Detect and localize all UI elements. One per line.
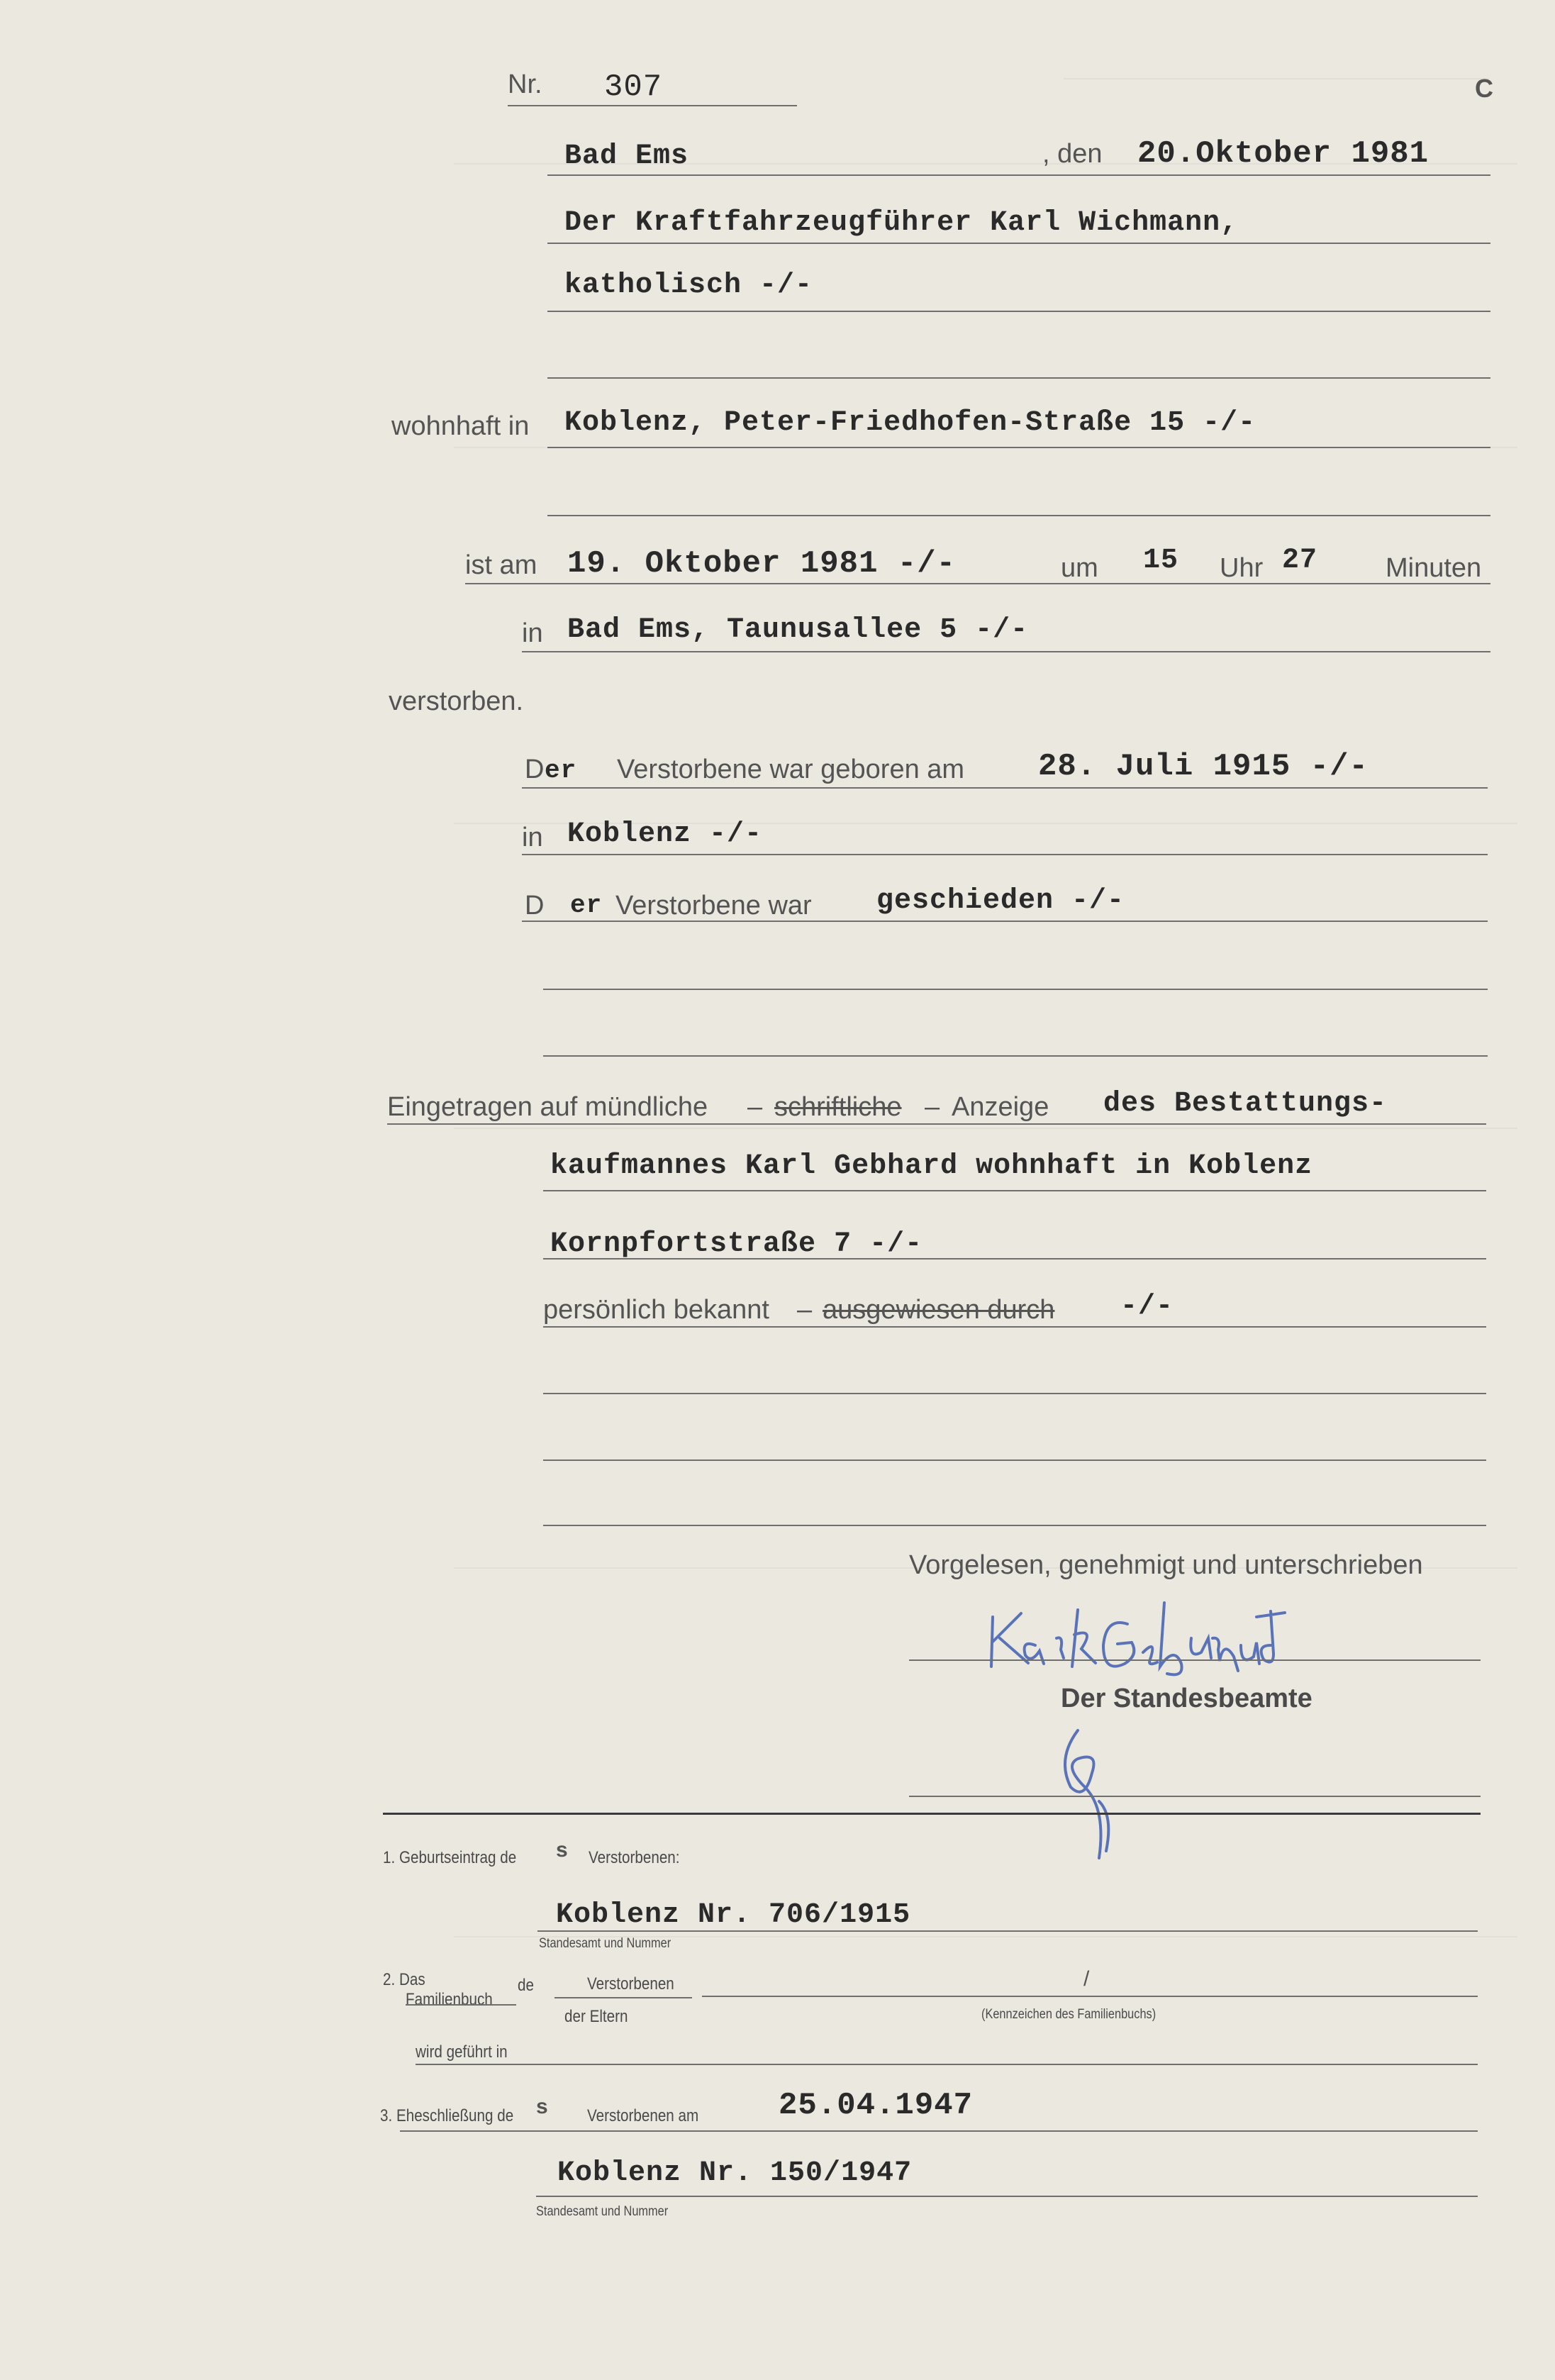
birth-date: 28. Juli 1915 -/-	[1038, 749, 1369, 784]
item1-s: s	[556, 1838, 568, 1862]
item2-verstorbenen: Verstorbenen	[587, 1974, 674, 1993]
wohnhaft-label: wohnhaft in	[391, 411, 530, 441]
line-blank-7	[543, 1525, 1486, 1526]
line-item3-value	[536, 2196, 1478, 2197]
verstorben-label: verstorben.	[389, 686, 524, 716]
line-signature-informant	[909, 1659, 1481, 1661]
line-informant-2	[543, 1190, 1486, 1191]
person-line-2: katholisch -/-	[564, 269, 813, 301]
nr-label: Nr.	[508, 69, 542, 99]
line-birth-date	[522, 787, 1488, 789]
line-item2-gefuehrt	[416, 2064, 1478, 2065]
line-informant-1	[387, 1123, 1486, 1125]
line-status	[522, 921, 1488, 922]
standesbeamte-label: Der Standesbeamte	[1061, 1684, 1312, 1713]
marriage-date: 25.04.1947	[779, 2088, 974, 2123]
minuten-label: Minuten	[1386, 553, 1482, 583]
registrar-signature	[1049, 1723, 1156, 1865]
born-label: Verstorbene war geboren am	[617, 755, 965, 784]
residence-address: Koblenz, Peter-Friedhofen-Straße 15 -/-	[564, 407, 1256, 439]
line-item2-verst	[554, 1997, 692, 1998]
line-death-place	[522, 651, 1490, 652]
record-number: 307	[604, 69, 663, 105]
informant-line-2: kaufmannes Karl Gebhard wohnhaft in Koblenz	[550, 1150, 1313, 1182]
line-item2-fam	[406, 2004, 516, 2006]
dash-1: –	[747, 1092, 763, 1122]
schriftliche-struck: schriftliche	[774, 1092, 902, 1122]
uhr-label: Uhr	[1220, 553, 1264, 583]
item3-s: s	[536, 2095, 548, 2118]
line-item3	[400, 2130, 1478, 2132]
line-person-1	[547, 243, 1490, 244]
informant-line-3: Kornpfortstraße 7 -/-	[550, 1228, 923, 1260]
eingetragen-label: Eingetragen auf mündliche	[387, 1092, 708, 1122]
status-suffix-typed: er	[570, 891, 603, 920]
nr-underline	[508, 105, 797, 106]
line-informant-3	[543, 1258, 1486, 1259]
registry-place: Bad Ems	[564, 140, 689, 172]
item3-mid: Verstorbenen am	[587, 2106, 699, 2125]
informant-signature	[979, 1596, 1319, 1688]
death-minutes: 27	[1282, 545, 1318, 577]
um-label: um	[1061, 553, 1098, 583]
line-signature-registrar	[909, 1796, 1481, 1797]
line-blank-6	[543, 1459, 1486, 1461]
den-label: , den	[1042, 139, 1103, 169]
in-label-death: in	[522, 618, 543, 648]
marital-status: geschieden -/-	[876, 885, 1125, 917]
line-blank-2	[547, 515, 1490, 516]
item1-caption: Standesamt und Nummer	[539, 1936, 671, 1951]
informant-line-1: des Bestattungs-	[1103, 1088, 1388, 1120]
registration-date: 20.Oktober 1981	[1137, 136, 1429, 172]
death-date: 19. Oktober 1981 -/-	[567, 546, 957, 582]
item3-label: 3. Eheschließung de	[380, 2106, 514, 2125]
line-birth-place	[522, 854, 1488, 855]
item2-eltern: der Eltern	[564, 2007, 628, 2026]
item2-fam: Familienbuch	[406, 1990, 493, 2009]
item1-end: Verstorbenen:	[589, 1848, 680, 1867]
item2-num: 2. Das	[383, 1970, 425, 1989]
birth-register-entry: Koblenz Nr. 706/1915	[556, 1899, 911, 1931]
item2-slash: /	[1083, 1967, 1090, 1991]
status-prefix: D	[525, 891, 545, 921]
persoenlich-label: persönlich bekannt	[543, 1295, 769, 1325]
corner-letter: C	[1475, 74, 1493, 103]
line-blank-4	[543, 1055, 1488, 1057]
line-blank-5	[543, 1393, 1486, 1394]
line-address	[547, 447, 1490, 448]
line-blank-1	[547, 377, 1490, 379]
dash-3: –	[797, 1295, 813, 1325]
item3-caption: Standesamt und Nummer	[536, 2204, 669, 2219]
line-blank-3	[543, 989, 1488, 990]
born-prefix: D	[525, 755, 545, 784]
in-label-birth: in	[522, 823, 543, 852]
vorgelesen-text: Vorgelesen, genehmigt und unterschrieben	[909, 1550, 1423, 1580]
status-label: Verstorbene war	[615, 891, 812, 921]
born-suffix-typed: er	[545, 756, 577, 785]
item2-kennzeichen: (Kennzeichen des Familienbuchs)	[981, 2007, 1157, 2022]
person-line-1: Der Kraftfahrzeugführer Karl Wichmann,	[564, 207, 1239, 239]
ist-am-label: ist am	[465, 550, 537, 580]
death-place: Bad Ems, Taunusallee 5 -/-	[567, 614, 1029, 646]
item1-label: 1. Geburtseintrag de	[383, 1848, 517, 1867]
dash-2: –	[925, 1092, 940, 1122]
item2-gefuehrt: wird geführt in	[416, 2042, 508, 2062]
ausgewiesen-struck: ausgewiesen durch	[823, 1295, 1055, 1325]
line-persoenlich	[543, 1326, 1486, 1328]
persoenlich-end: -/-	[1120, 1291, 1174, 1323]
death-hour: 15	[1143, 545, 1179, 577]
line-death-time	[465, 583, 1490, 584]
item2-de: de	[518, 1976, 534, 1995]
marriage-register-entry: Koblenz Nr. 150/1947	[557, 2157, 913, 2189]
line-item1	[537, 1930, 1478, 1932]
anzeige-label: Anzeige	[952, 1092, 1049, 1122]
line-place	[547, 174, 1490, 176]
line-item2-main	[702, 1996, 1478, 1997]
separator-rule	[383, 1813, 1481, 1815]
line-person-2	[547, 311, 1490, 312]
birth-place: Koblenz -/-	[567, 818, 763, 850]
